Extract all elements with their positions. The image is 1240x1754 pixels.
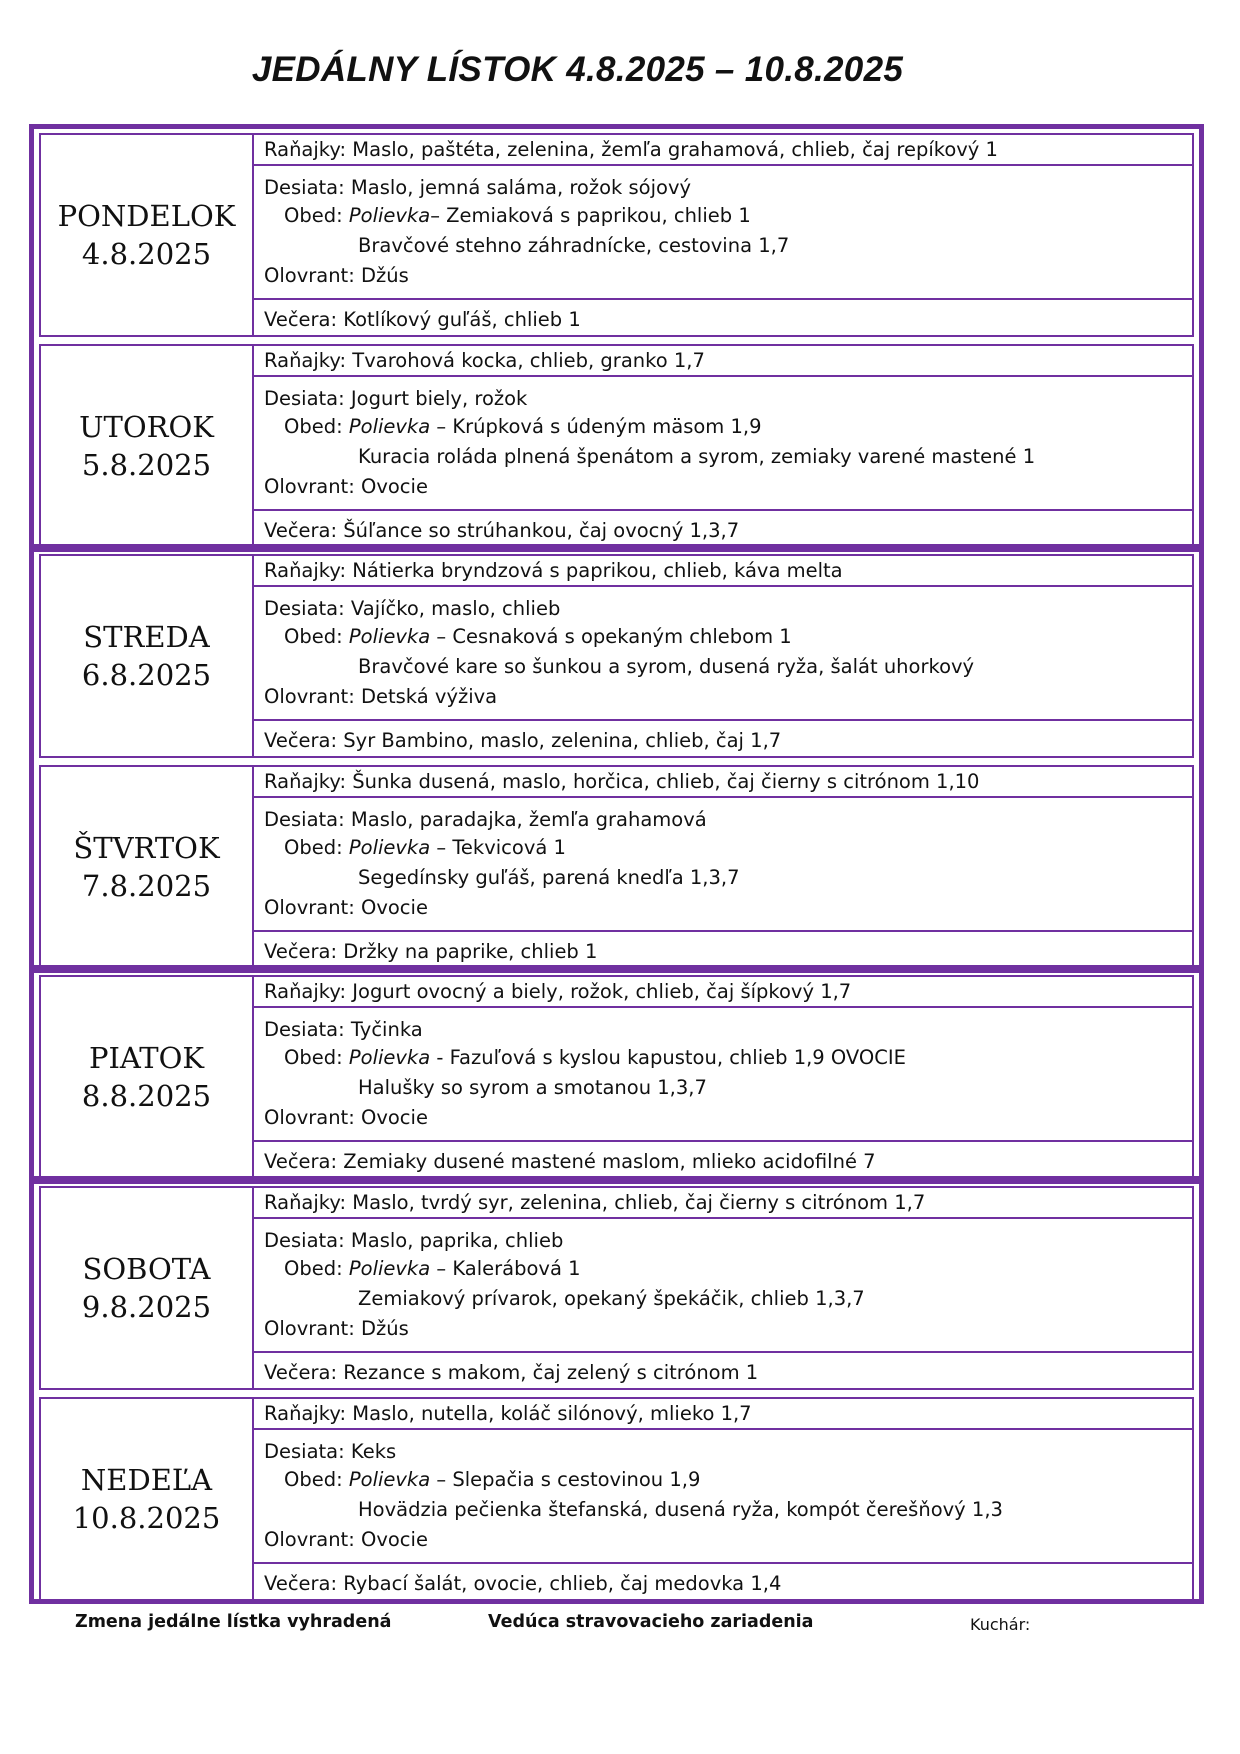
soup-label: Polievka [348,415,431,438]
day-separator [34,544,1199,552]
main-course: Bravčové stehno záhradnícke, cestovina 1,7 [358,234,790,257]
day-name: UTOROK [79,410,214,444]
soup-text: - Fazuľová s kyslou kapustou, chlieb 1,9 [430,1046,825,1069]
day-name: SOBOTA [82,1252,211,1286]
dinner-row [254,721,1192,756]
day-label [41,135,254,335]
meals [254,556,1192,756]
meals [254,1399,1192,1599]
breakfast-row [254,1188,1192,1219]
snack-text: Vajíčko, maslo, chlieb [350,597,561,620]
afternoon-snack-line [264,1106,428,1130]
day-name: PONDELOK [57,199,236,233]
breakfast-line [264,559,843,583]
breakfast-text: Maslo, tvrdý syr, zelenina, chlieb, čaj čierny s citrónom 1,7 [352,1191,926,1214]
breakfast-text: Tvarohová kocka, chlieb, granko 1,7 [352,349,705,372]
afternoon-snack-text: Detská výživa [360,685,498,708]
dinner-text: Rezance s makom, čaj zelený s citrónom 1 [343,1361,759,1384]
dinner-row [254,1142,1192,1177]
snack-line [264,387,527,411]
day-label [41,1188,254,1388]
afternoon-snack-line [264,896,428,920]
meals [254,135,1192,335]
afternoon-snack-label: Olovrant: [264,1106,355,1129]
dinner-label: Večera: [264,308,338,331]
breakfast-row [254,1399,1192,1430]
day-label [41,767,254,967]
afternoon-snack-line [264,1528,428,1552]
dinner-label: Večera: [264,940,338,963]
snack-line [264,597,560,621]
day-date: 9.8.2025 [81,1290,212,1324]
afternoon-snack-text: Ovocie [360,1106,428,1129]
dinner-line [264,1361,758,1385]
breakfast-row [254,977,1192,1008]
soup-label: Polievka [348,1468,431,1491]
day-label [41,346,254,546]
main-course: Zemiakový prívarok, opekaný špekáčik, chlieb 1,3,7 [358,1287,865,1310]
snack-label: Desiata: [264,597,345,620]
lunch-label: Obed: [284,204,343,227]
day-date: 7.8.2025 [81,869,212,903]
day-block [39,1186,1194,1390]
snack-line [264,1018,423,1042]
lunch-line [284,1468,700,1492]
breakfast-label: Raňajky: [264,980,347,1003]
dinner-line [264,308,581,332]
day-date: 6.8.2025 [81,658,212,692]
day-separator [34,965,1199,973]
menu-frame [29,124,1204,1604]
meals [254,1188,1192,1388]
snack-label: Desiata: [264,176,345,199]
lunch-label: Obed: [284,415,343,438]
day-name: STREDA [83,620,210,654]
dinner-text: Držky na paprike, chlieb 1 [343,940,598,963]
dinner-row [254,1353,1192,1388]
dinner-text: Zemiaky dusené mastené maslom, mlieko acidofilné 7 [343,1150,876,1173]
snack-line [264,1229,563,1253]
breakfast-label: Raňajky: [264,1402,347,1425]
day-label [41,556,254,756]
lunch-label: Obed: [284,1257,343,1280]
dinner-text: Rybací šalát, ovocie, chlieb, čaj medovka 1,4 [343,1572,782,1595]
dinner-text: Šúľance so strúhankou, čaj ovocný 1,3,7 [343,519,740,542]
lunch-line [284,836,566,860]
afternoon-snack-text: Ovocie [360,896,428,919]
midday-row [254,587,1192,721]
breakfast-text: Maslo, paštéta, zelenina, žemľa grahamová, chlieb, čaj repíkový 1 [352,138,998,161]
dinner-label: Večera: [264,1361,338,1384]
afternoon-snack-line [264,475,428,499]
breakfast-label: Raňajky: [264,349,347,372]
snack-label: Desiata: [264,1440,345,1463]
meals [254,767,1192,967]
snack-label: Desiata: [264,1018,345,1041]
dinner-line [264,519,739,543]
snack-text: Maslo, jemná saláma, rožok sójový [350,176,692,199]
week-table [34,129,1199,1599]
day-block [39,344,1194,548]
meals [254,977,1192,1177]
day-date: 8.8.2025 [81,1079,212,1113]
day-name: NEDEĽA [80,1463,213,1497]
snack-text: Jogurt biely, rožok [350,387,528,410]
dinner-label: Večera: [264,1572,338,1595]
breakfast-label: Raňajky: [264,1191,347,1214]
soup-label: Polievka [348,1046,431,1069]
afternoon-snack-line [264,685,497,709]
day-label [41,977,254,1177]
main-course: Halušky so syrom a smotanou 1,3,7 [358,1076,707,1099]
dinner-row [254,932,1192,967]
day-name: PIATOK [88,1041,205,1075]
soup-text: – Slepačia s cestovinou 1,9 [430,1468,701,1491]
breakfast-row [254,767,1192,798]
snack-label: Desiata: [264,808,345,831]
dinner-line [264,1572,781,1596]
dinner-text: Kotlíkový guľáš, chlieb 1 [343,308,581,331]
dinner-line [264,940,597,964]
menu-title: JEDÁLNY LÍSTOK 4.8.2025 – 10.8.2025 [251,50,904,89]
day-block [39,765,1194,969]
snack-text: Tyčinka [350,1018,423,1041]
dinner-label: Večera: [264,1150,338,1173]
snack-text: Maslo, paprika, chlieb [350,1229,564,1252]
breakfast-row [254,556,1192,587]
snack-line [264,176,691,200]
soup-text: – Cesnaková s opekaným chlebom 1 [430,625,792,648]
breakfast-row [254,346,1192,377]
breakfast-line [264,1402,752,1426]
afternoon-snack-label: Olovrant: [264,1528,355,1551]
lunch-line [284,1046,906,1070]
breakfast-text: Nátierka bryndzová s paprikou, chlieb, káva melta [352,559,843,582]
soup-text: – Zemiaková s paprikou, chlieb 1 [430,204,751,227]
breakfast-text: Šunka dusená, maslo, horčica, chlieb, čaj čierny s citrónom 1,10 [352,770,980,793]
footer-note: Zmena jedálne lístka vyhradená [75,1612,392,1632]
dinner-line [264,1150,876,1174]
breakfast-text: Maslo, nutella, koláč silónový, mlieko 1,7 [352,1402,752,1425]
midday-row [254,1430,1192,1564]
midday-row [254,798,1192,932]
breakfast-line [264,770,979,794]
main-course: Kuracia roláda plnená špenátom a syrom, zemiaky varené mastené 1 [358,445,1036,468]
footer-cook: Kuchár: [970,1615,1031,1634]
midday-row [254,377,1192,511]
lunch-line [284,415,762,439]
afternoon-snack-text: Džús [360,1317,409,1340]
dinner-line [264,729,781,753]
dinner-row [254,1564,1192,1599]
breakfast-label: Raňajky: [264,770,347,793]
snack-label: Desiata: [264,1229,345,1252]
soup-label: Polievka [348,204,431,227]
breakfast-line [264,1191,925,1215]
lunch-line [284,625,792,649]
afternoon-snack-text: Ovocie [360,475,428,498]
main-course: Hovädzia pečienka štefanská, dusená ryža, kompót čerešňový 1,3 [358,1498,1003,1521]
day-block [39,1397,1194,1601]
dinner-label: Večera: [264,519,338,542]
soup-text: – Krúpková s údeným mäsom 1,9 [430,415,762,438]
dinner-text: Syr Bambino, maslo, zelenina, chlieb, čaj 1,7 [343,729,782,752]
extra-text: OVOCIE [830,1046,906,1069]
breakfast-line [264,138,998,162]
breakfast-line [264,349,705,373]
snack-line [264,1440,396,1464]
lunch-label: Obed: [284,625,343,648]
day-block [39,554,1194,758]
dinner-row [254,300,1192,335]
meals [254,346,1192,546]
snack-text: Keks [350,1440,397,1463]
lunch-label: Obed: [284,836,343,859]
soup-text: – Tekvicová 1 [430,836,566,859]
footer-manager: Vedúca stravovacieho zariadenia [488,1612,814,1632]
soup-text: – Kalerábová 1 [430,1257,581,1280]
dinner-label: Večera: [264,729,338,752]
afternoon-snack-text: Džús [360,264,409,287]
afternoon-snack-text: Ovocie [360,1528,428,1551]
main-course: Bravčové kare so šunkou a syrom, dusená ryža, šalát uhorkový [358,655,975,678]
midday-row [254,1008,1192,1142]
snack-label: Desiata: [264,387,345,410]
day-label [41,1399,254,1599]
lunch-line [284,1257,581,1281]
day-block [39,975,1194,1179]
afternoon-snack-label: Olovrant: [264,475,355,498]
breakfast-text: Jogurt ovocný a biely, rožok, chlieb, čaj šípkový 1,7 [352,980,852,1003]
snack-text: Maslo, paradajka, žemľa grahamová [350,808,707,831]
afternoon-snack-label: Olovrant: [264,264,355,287]
afternoon-snack-label: Olovrant: [264,896,355,919]
lunch-label: Obed: [284,1046,343,1069]
day-date: 10.8.2025 [72,1501,221,1535]
dinner-row [254,511,1192,546]
afternoon-snack-line [264,264,409,288]
lunch-label: Obed: [284,1468,343,1491]
day-date: 5.8.2025 [81,448,212,482]
soup-label: Polievka [348,625,431,648]
afternoon-snack-label: Olovrant: [264,685,355,708]
afternoon-snack-line [264,1317,409,1341]
day-name: ŠTVRTOK [73,831,220,865]
breakfast-label: Raňajky: [264,138,347,161]
breakfast-label: Raňajky: [264,559,347,582]
soup-label: Polievka [348,836,431,859]
day-separator [34,1176,1199,1184]
midday-row [254,166,1192,300]
day-date: 4.8.2025 [81,237,212,271]
main-course: Segedínsky guľáš, parená knedľa 1,3,7 [358,866,740,889]
breakfast-line [264,980,851,1004]
snack-line [264,808,707,832]
soup-label: Polievka [348,1257,431,1280]
day-block [39,133,1194,337]
lunch-line [284,204,751,228]
afternoon-snack-label: Olovrant: [264,1317,355,1340]
breakfast-row [254,135,1192,166]
midday-row [254,1219,1192,1353]
